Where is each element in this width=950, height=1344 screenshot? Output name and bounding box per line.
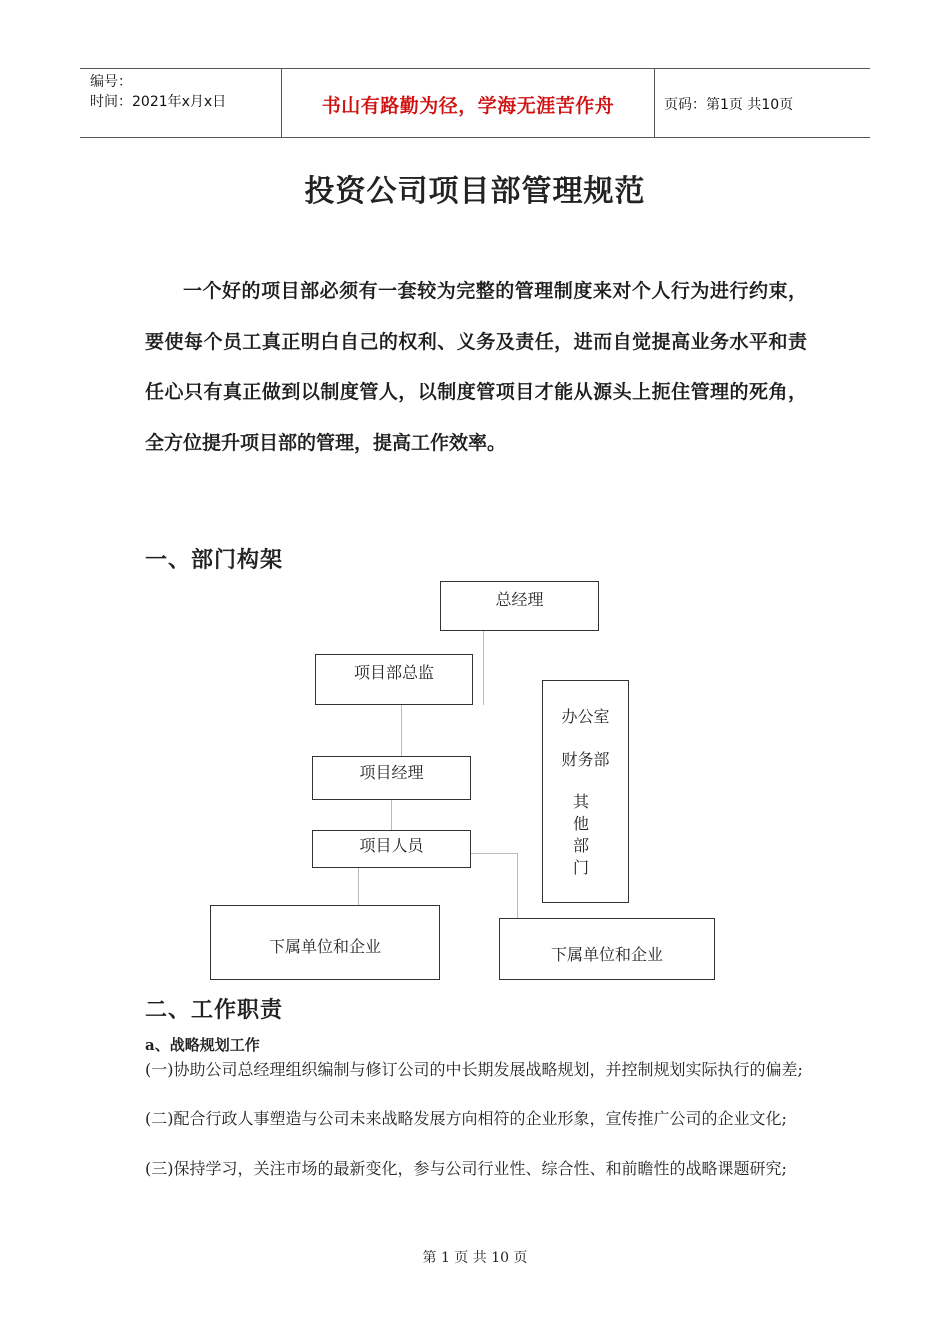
org-label-project-director: 项目部总监 [353, 663, 434, 682]
org-box-project-staff [312, 830, 471, 868]
section-heading-org: 一、部门构架 [145, 547, 284, 573]
connector-staff-sub-left [358, 867, 359, 905]
duty-item-2: (二)配合行政人事塑造与公司未来战略发展方向相符的企业形象，宣传推广公司的企业文化; [145, 1109, 787, 1128]
org-label-side-other: 其他部门 [573, 792, 590, 877]
connector-manager-staff [391, 800, 392, 830]
org-label-side-office: 办公室 [561, 707, 610, 726]
org-label-project-manager: 项目经理 [359, 763, 424, 782]
header-motto: 书山有路勤为径，学海无涯苦作舟 [321, 95, 615, 117]
document-number-label: 编号： [90, 74, 132, 90]
org-box-project-manager [312, 756, 471, 800]
section-heading-duties: 二、工作职责 [145, 997, 284, 1023]
document-time-label: 时间：2021年x月x日 [90, 94, 227, 110]
org-box-project-director [315, 654, 473, 705]
org-label-general-manager: 总经理 [495, 590, 544, 609]
connector-staff-right-v [517, 853, 518, 918]
org-label-project-staff: 项目人员 [359, 836, 424, 855]
header-meta-cell [80, 69, 281, 137]
duty-item-3: (三)保持学习，关注市场的最新变化，参与公司行业性、综合性、和前瞻性的战略课题研究; [145, 1159, 787, 1178]
document-title: 投资公司项目部管理规范 [304, 174, 646, 209]
org-label-subsidiary-left: 下属单位和企业 [268, 937, 381, 956]
org-box-subsidiary-right [499, 918, 715, 980]
duty-item-1: (一)协助公司总经理组织编制与修订公司的中长期发展战略规划，并控制规划实际执行的偏差; [145, 1060, 803, 1079]
page-header [80, 68, 870, 138]
org-box-subsidiary-left [210, 905, 440, 980]
intro-paragraph: 一个好的项目部必须有一套较为完整的管理制度来对个人行为进行约束，要使每个员工真正明白自己的权利、义务及责任，进而自觉提高业务水平和责任心只有真正做到以制度管人，以制度管项目才能从源头上扼住管理的死角，全方位提升项目部的管理，提高工作效率。 [145, 280, 807, 454]
subsection-heading-strategy: a、战略规划工作 [145, 1036, 260, 1054]
connector-gm-director [483, 630, 484, 705]
connector-staff-right-h [471, 853, 518, 854]
connector-director-manager [401, 705, 402, 756]
page-footer: 第 1 页 共 10 页 [422, 1250, 528, 1266]
header-page-cell [654, 69, 870, 137]
header-page-number: 页码：第1页 共10页 [664, 97, 794, 113]
org-box-side-departments [542, 680, 629, 903]
org-box-general-manager [440, 581, 599, 631]
header-motto-cell [281, 69, 655, 137]
org-label-subsidiary-right: 下属单位和企业 [550, 945, 663, 964]
org-label-side-finance: 财务部 [561, 750, 610, 769]
